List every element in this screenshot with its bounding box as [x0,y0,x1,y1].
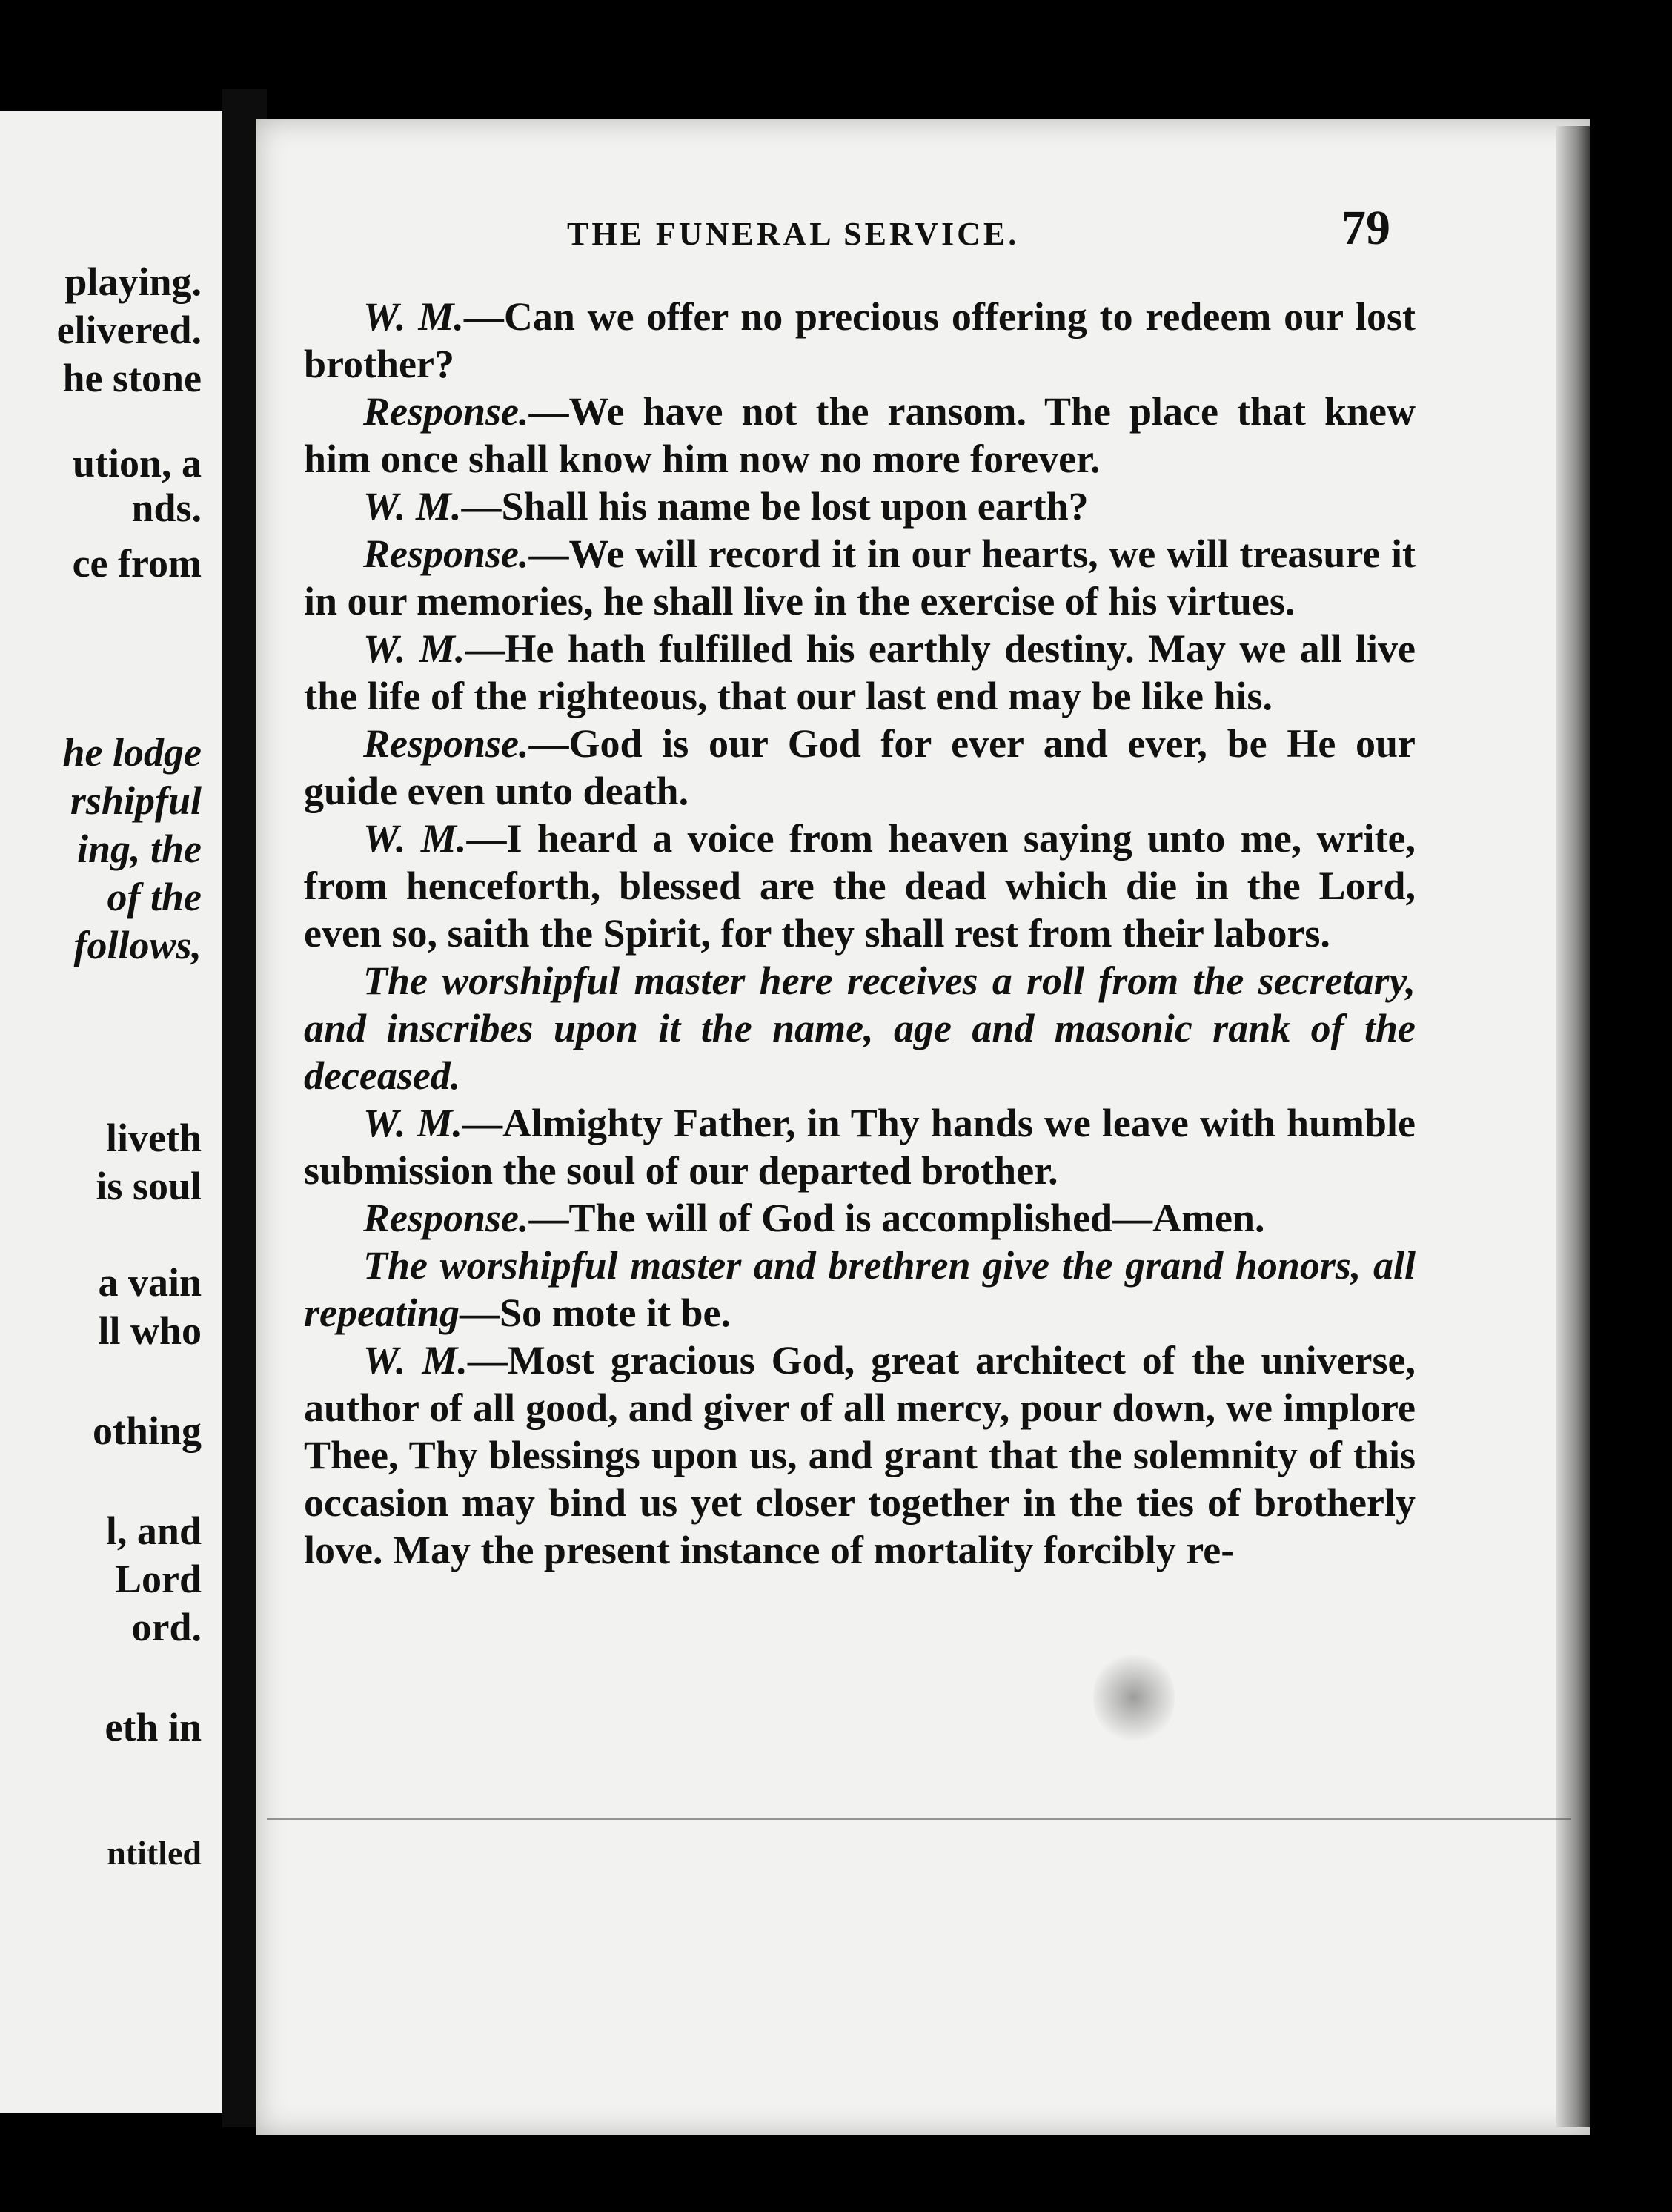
speaker-label: Response. [363,1196,529,1240]
dialogue-paragraph [304,530,1416,625]
running-head: THE FUNERAL SERVICE. [567,216,1020,252]
previous-page-line: ing, the [76,827,202,871]
speaker-label: W. M. [363,1338,468,1382]
previous-page-line: playing. [64,259,202,304]
paragraph-text: —I heard a voice from heaven saying unto me, write, from henceforth, blessed are the dead which die in the Lord, even so, saith the Spirit, for they shall rest from their labors. [304,816,1416,956]
rubric-paragraph [304,1242,1416,1337]
paragraph-text: —He hath fulfilled his earthly destiny. May we all live the life of the righteous, that our last end may be like his. [304,626,1416,718]
rubric-text: The worshipful master here receives a roll from the secretary, and inscribes upon it the name, age and masonic rank of the deceased. [304,958,1416,1098]
previous-page-line: liveth [106,1116,202,1160]
speaker-label: Response. [363,389,529,434]
previous-page-line: l, and [105,1509,202,1553]
speaker-label: W. M. [363,1101,463,1145]
dialogue-paragraph [304,1337,1416,1574]
rubric-paragraph [304,957,1416,1099]
paragraph-text: —Shall his name be lost upon earth? [461,484,1089,529]
paragraph-text: —Most gracious God, great architect of the universe, author of all good, and giver of all mercy, pour down, we implore Thee, Thy blessings upon us, and grant that the solemnity of this occasion may bind us yet closer together in the ties of brotherly love. May the present instance of mortality forcibly re- [304,1338,1416,1572]
dialogue-paragraph [304,388,1416,483]
previous-page-line: ce from [72,541,202,586]
paragraph-text: —God is our God for ever and ever, be He our guide even unto death. [304,721,1416,813]
dialogue-paragraph [304,625,1416,720]
scan-artifact-line [267,1818,1571,1820]
previous-page-line: Lord [114,1557,202,1601]
previous-page-line: othing [92,1408,202,1453]
previous-page-line: elivered. [56,308,202,352]
previous-page-line: ntitled [107,1834,202,1872]
previous-page-line: ord. [131,1605,202,1649]
dialogue-paragraph [304,293,1416,388]
paragraph-text: —We have not the ransom. The place that knew him once shall know him now no more forever. [304,389,1416,481]
previous-page-line: eth in [104,1705,202,1749]
speaker-label: W. M. [363,626,465,671]
page-body [304,293,1416,1574]
dialogue-paragraph [304,720,1416,815]
previous-page-line: follows, [73,923,202,967]
paragraph-text: —So mote it be. [460,1291,731,1335]
previous-page-fragment [0,111,233,2113]
previous-page-line: ll who [98,1308,202,1353]
scan-smudge [1093,1649,1175,1746]
rubric-text: The worshipful master and brethren give the grand honors, all repeating [304,1243,1416,1335]
speaker-label: W. M. [363,294,464,339]
dialogue-paragraph [304,483,1416,530]
previous-page-line: nds. [131,486,202,530]
previous-page-line: is soul [96,1164,202,1208]
dialogue-paragraph [304,815,1416,957]
previous-page-line: rshipful [70,778,202,823]
dialogue-paragraph [304,1194,1416,1242]
speaker-label: Response. [363,532,529,576]
previous-page-line: of the [107,875,202,919]
paragraph-text: —Can we offer no precious offering to redeem our lost brother? [304,294,1416,386]
page-number: 79 [1341,201,1390,255]
previous-page-line: he lodge [62,730,202,775]
paragraph-text: —Almighty Father, in Thy hands we leave with humble submission the soul of our departed brother. [304,1101,1416,1193]
speaker-label: Response. [363,721,529,766]
previous-page-line: a vain [98,1260,202,1305]
previous-page-line: he stone [62,356,202,400]
speaker-label: W. M. [363,816,467,861]
page-edge [1556,126,1590,2127]
previous-page-line: ution, a [72,441,202,486]
speaker-label: W. M. [363,484,462,529]
paragraph-text: —The will of God is accomplished—Amen. [528,1196,1265,1240]
dialogue-paragraph [304,1099,1416,1194]
paragraph-text: —We will record it in our hearts, we will treasure it in our memories, he shall live in the exercise of his virtues. [304,532,1416,623]
